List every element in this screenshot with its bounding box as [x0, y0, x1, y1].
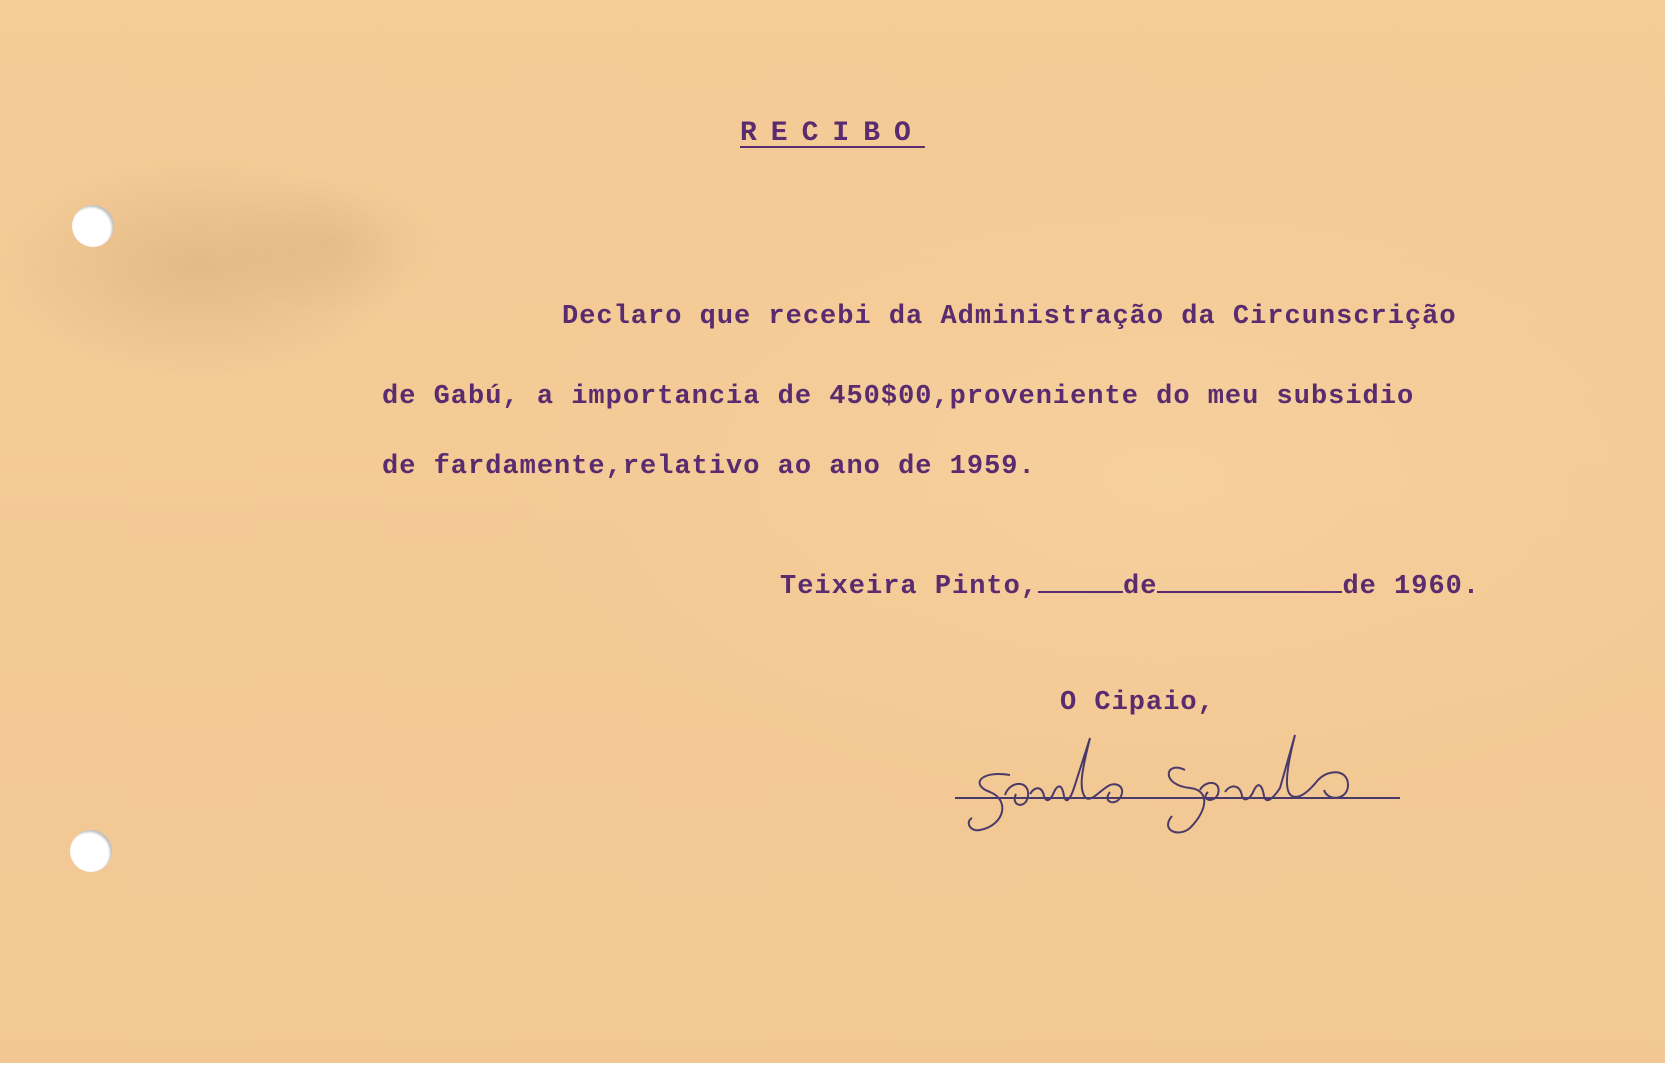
date-year: de 1960. — [1342, 572, 1481, 602]
document-title: RECIBO — [740, 118, 925, 149]
date-line — [780, 572, 1480, 602]
body-line-1: Declaro que recebi da Administração da Circunscrição — [562, 302, 1457, 332]
place-name: Teixeira Pinto, — [780, 572, 1039, 602]
body-line-3: de fardamente,relativo ao ano de 1959. — [382, 452, 1036, 482]
signatory-title: O Cipaio, — [1060, 688, 1215, 718]
day-blank — [1038, 590, 1123, 593]
month-blank — [1157, 590, 1342, 593]
body-line-2: de Gabú, a importancia de 450$00,proveniente do meu subsidio — [382, 382, 1415, 412]
handwritten-signature — [950, 730, 1430, 840]
punch-hole-bottom — [70, 830, 112, 872]
date-connector: de — [1123, 572, 1158, 602]
punch-hole-top — [72, 205, 114, 247]
